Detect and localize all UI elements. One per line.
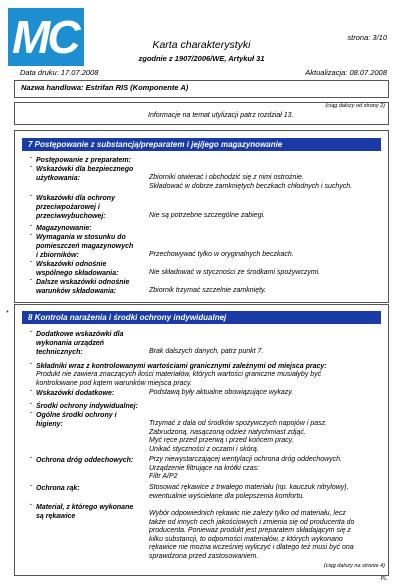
section-7-heading [22, 138, 381, 151]
update-date: Aktualizacja: 08.07.2008 [305, 68, 387, 77]
engineering-label-3: technicznych: [36, 349, 83, 356]
storage-req-label-3: i zbiorników: [36, 252, 79, 259]
engineering-label-2: wykonania urządzeń [36, 340, 105, 347]
section-7-title: 7 Postępowanie z substancją/preparatem i jej/jego magazynowanie [28, 140, 283, 149]
joint-storage-label: Wskazówki odnośnie [36, 261, 107, 268]
joint-storage-label-2: wspólnego składowania: [36, 270, 119, 277]
glove-material-label-2: są rękawice [36, 513, 76, 520]
bullet: · [30, 483, 33, 490]
limits-value-1: Produkt nie zawiera znaczących ilości materiałów, których wartości graniczne musiałyby być [36, 371, 322, 378]
bullet: · [30, 164, 33, 171]
logo-text: MC [12, 11, 78, 63]
ppe-label: Środki ochrony indywidualnej: [36, 403, 138, 410]
hygiene-value-3: Myć ręce przed przerwą i przed końcem pracy. [149, 437, 294, 444]
hygiene-value-4: Unikać styczności z oczami i skórą. [149, 445, 259, 453]
engineering-value: Brak dalszych danych, patrz punkt 7. [149, 348, 264, 355]
further-storage-value: Zbiornik trzymać szczelnie zamknięty. [149, 287, 266, 294]
bullet: · [30, 155, 33, 162]
respiratory-value-3: Filtr A/P2 [149, 473, 178, 480]
bullet: · [30, 388, 33, 395]
section-8-title: 8 Kontrola narażenia i środki ochrony indywidualnej [28, 313, 227, 322]
safe-use-value-1: Zbiorniki otwierać i obchodzić się z nimi ostrożnie. [149, 174, 304, 181]
bullet: · [30, 277, 33, 284]
disposal-info: Informacje na temat utylizacji patrz rozdział 13. [148, 112, 294, 119]
hygiene-label: Ogólne środki ochrony i [36, 412, 117, 419]
storage-req-label-2: pomieszczeń magazynowych [36, 243, 134, 250]
trade-name-box [14, 80, 389, 98]
fire-label-3: przeciwwybuchowej: [36, 213, 106, 220]
fire-label: Wskazówki dla ochrony [36, 195, 115, 202]
storage-req-value: Przechowywać tylko w oryginalnych beczkach. [149, 251, 294, 258]
joint-storage-value: Nie składować w styczności ze środkami spożywczymi. [149, 269, 321, 276]
safe-use-value-2: Składować w dobrze zamkniętych beczkach chłodnych i suchych. [149, 182, 353, 190]
hand-value-2: ewentualnie wyściełane dla polepszenia komfortu. [149, 492, 305, 500]
glove-material-value-5: rękawice nie można wcześniej wyliczyć i dlatego też musi być ona [149, 544, 354, 551]
footer-code: PL [380, 576, 387, 582]
hygiene-value-1: Trzymać z dala od środków spożywczych napojów i pasz. [149, 420, 328, 427]
glove-material-value-3: producenta. Ponieważ produkt jest preparatem składającym się z [149, 527, 351, 534]
fire-label-2: przeciwpożarowej i [36, 204, 100, 211]
hygiene-label-2: higieny: [36, 421, 63, 428]
glove-material-value-6: sprawdzona przed zastosowaniem. [149, 552, 259, 560]
glove-material-value-4: kilku substancji, to odporności materiałów, z których wykonano [149, 535, 343, 543]
limits-value-2: kontrolowane pod kątem warunków miejsca pracy. [36, 379, 192, 387]
bullet: · [30, 410, 33, 417]
page-number: strona: 3/10 [347, 33, 387, 42]
glove-material-value-2: także od innych cech jakościowych i zmienia się od producenta do [149, 518, 355, 526]
hygiene-value-2: Zabrudzoną, nasączoną odzież natychmiast zdjąć. [149, 428, 306, 436]
bullet: · [30, 193, 33, 200]
print-date: Data druku: 17.07.2008 [20, 68, 99, 77]
additional-label: Wskazówki dodatkowe: [36, 390, 115, 397]
section-8-heading [22, 311, 381, 324]
bullet: · [30, 455, 33, 462]
further-storage-label-2: warunków składowania: [36, 288, 117, 295]
hand-value-1: Stosować rękawice z trwałego materiału (np. kauczuk nitrylowy), [149, 484, 349, 491]
bullet: · [30, 361, 33, 368]
document-title: Karta charakterystyki [152, 39, 251, 51]
bullet: · [30, 223, 33, 230]
respiratory-label: Ochrona dróg oddechowych: [36, 457, 134, 464]
hand-label: Ochrona rąk: [36, 485, 80, 492]
safe-use-label-2: użytkowania: [36, 175, 80, 182]
continued-to: (ciąg dalszy na stronie 4) [323, 563, 385, 569]
fire-value: Nie są potrzebne szczególne zabiegi. [149, 212, 265, 219]
handling-label: Postępowanie z preparatem: [36, 157, 131, 164]
bullet: · [30, 401, 33, 408]
limits-label: Składniki wraz z kontrolowanymi wartościami granicznymi zależnymi od miejsca pracy: [36, 363, 327, 370]
glove-material-value-1: Wybór odpowiednich rękawic nie zależy tylko od materiału, lecz [149, 510, 346, 517]
bullet: · [30, 502, 33, 509]
engineering-label: Dodatkowe wskazówki dla [36, 331, 124, 338]
glove-material-label: Materiał, z którego wykonane [36, 504, 134, 511]
bullet: · [30, 329, 33, 336]
bullet: · [30, 232, 33, 239]
change-marker: * [6, 310, 9, 317]
additional-value: Podstawą były aktualne obowiązujące wykazy. [149, 389, 294, 396]
further-storage-label: Dalsze wskazówki odnośnie [36, 279, 130, 286]
trade-name: Nazwa handlowa: Estrifan RIS (Komponente A) [21, 83, 189, 92]
bullet: · [30, 259, 33, 266]
storage-label: Magazynowanie: [36, 225, 92, 232]
continued-from: (ciąg dalszy od strony 2) [325, 103, 385, 109]
safe-use-label: Wskazówki dla bezpiecznego [36, 166, 134, 173]
respiratory-value-2: Urządzenie filtrujące na krótki czas: [149, 464, 260, 472]
document-subtitle: zgodnie z 1907/2006/WE, Artykuł 31 [138, 54, 265, 63]
respiratory-value-1: Przy niewystarczającej wentylacji ochrona dróg oddechowych. [149, 456, 342, 463]
storage-req-label: Wymagania w stosunku do [36, 234, 126, 241]
